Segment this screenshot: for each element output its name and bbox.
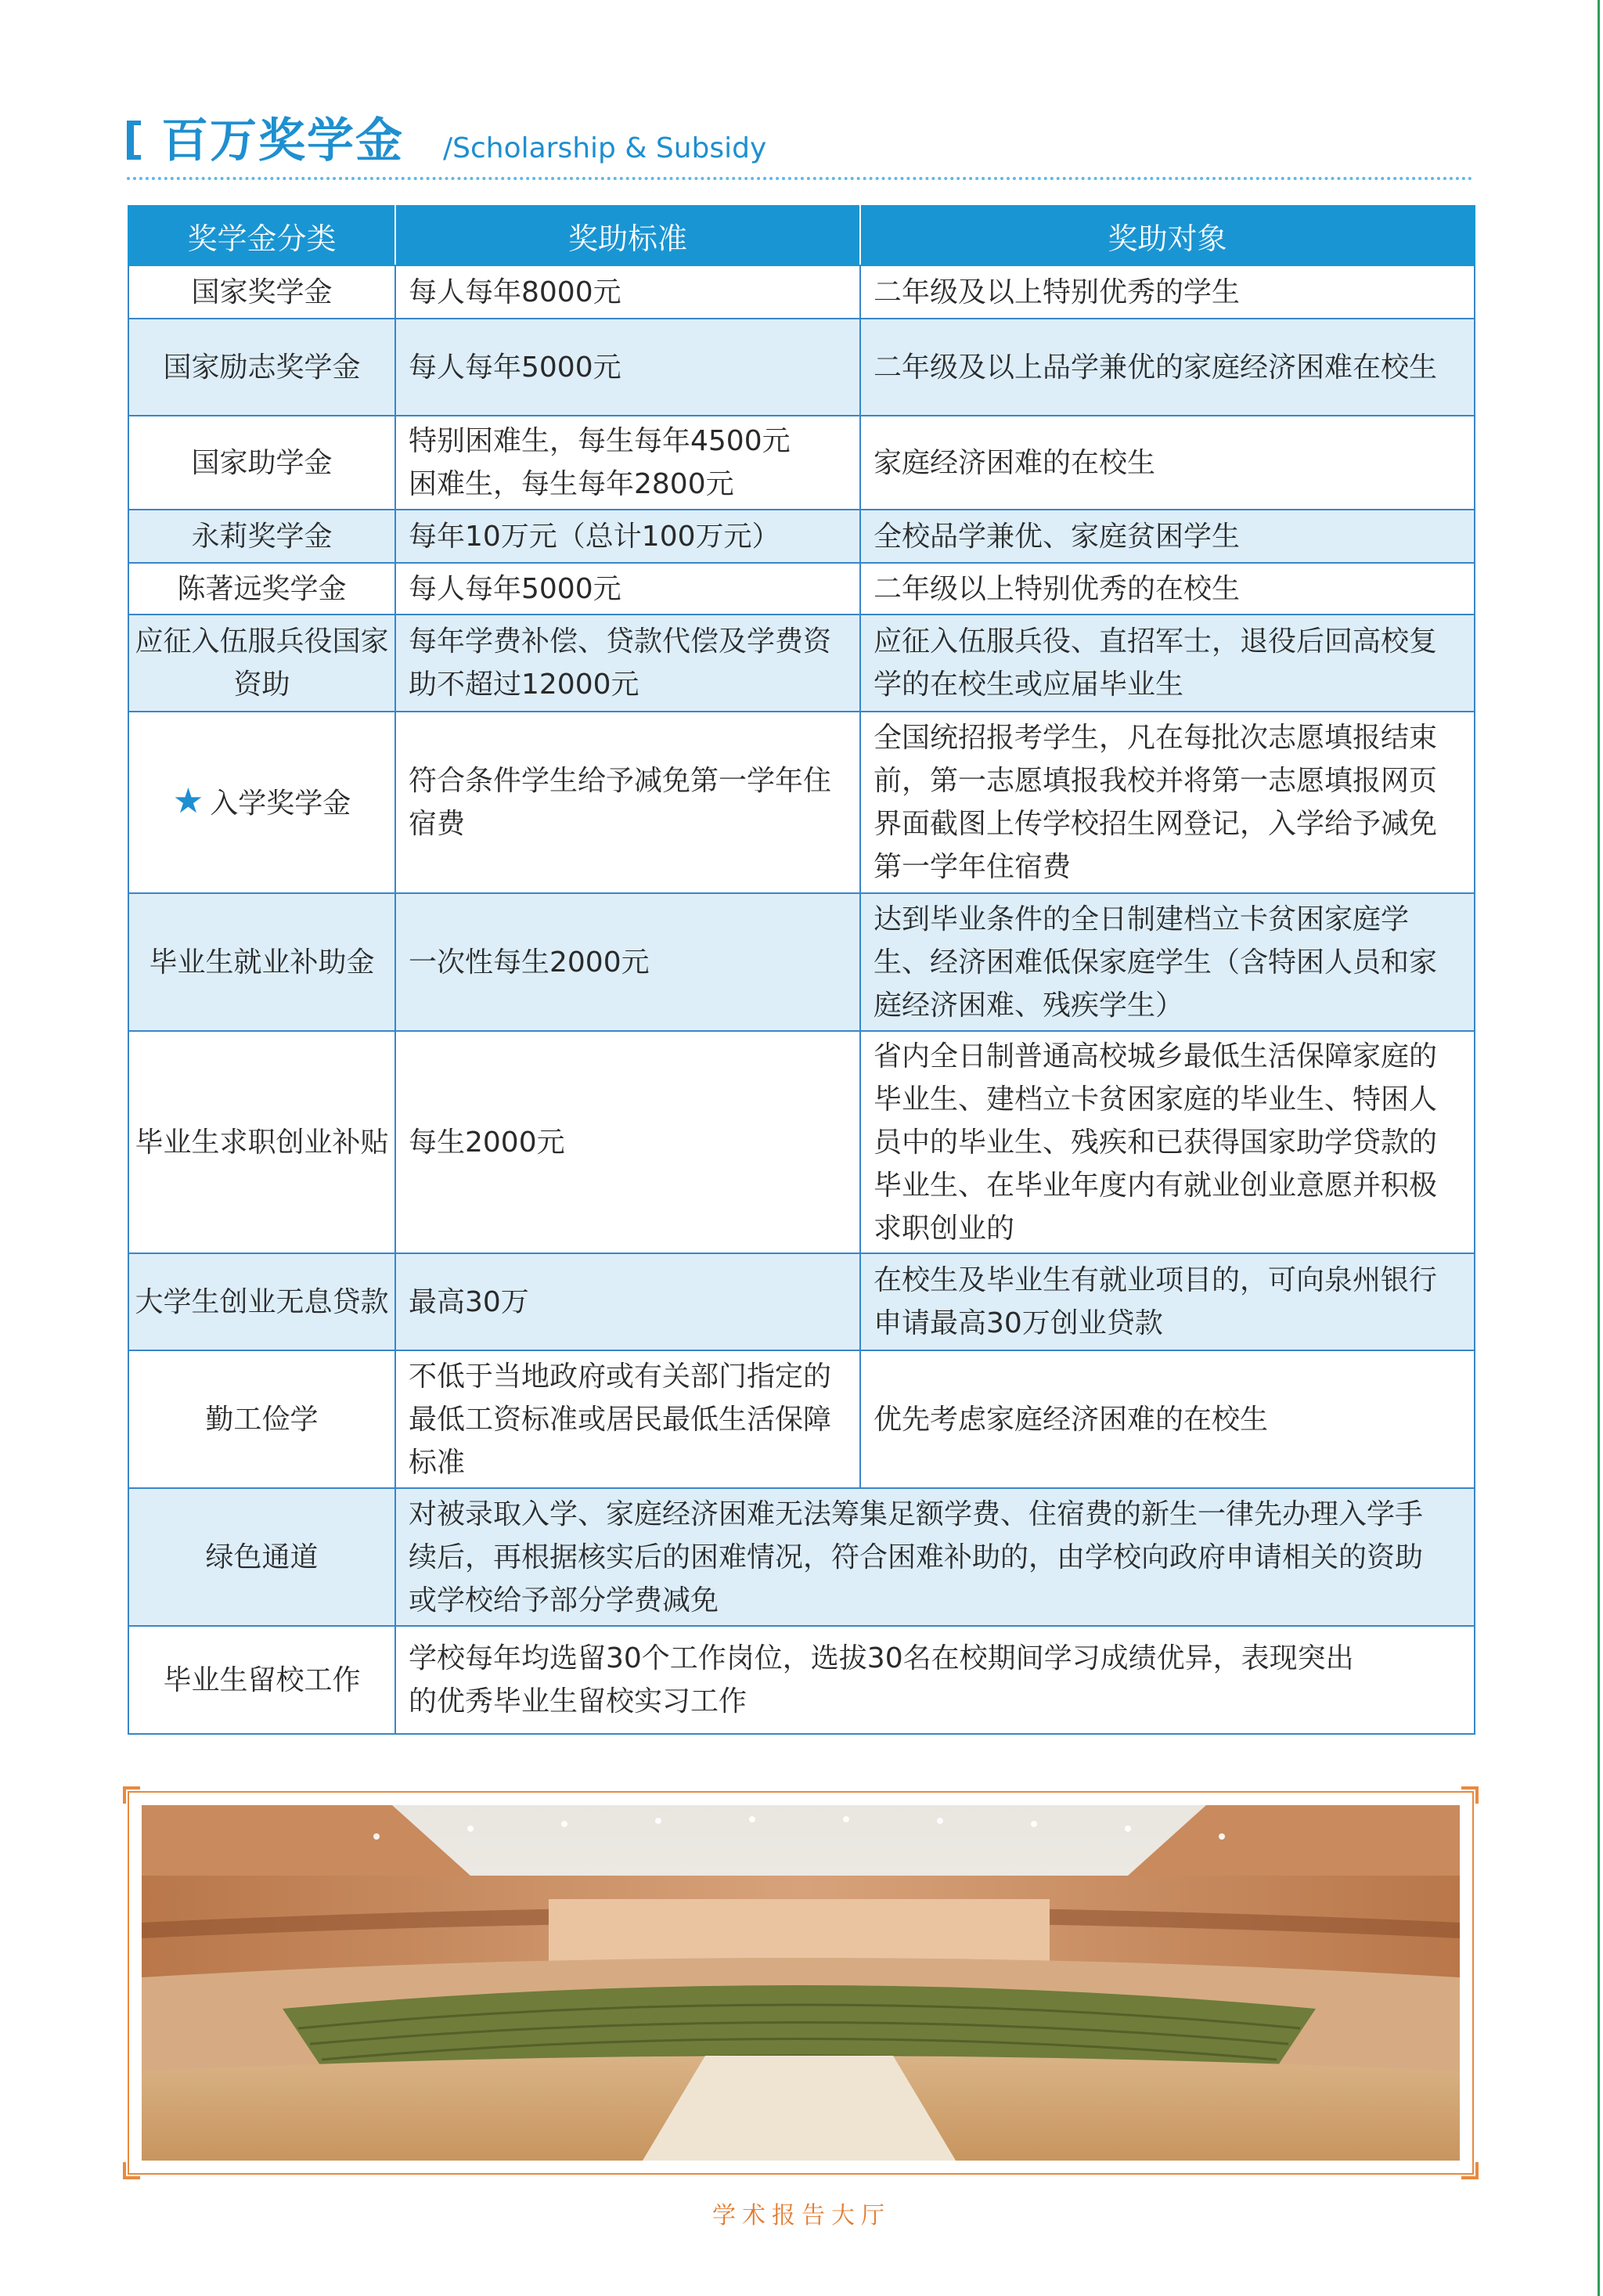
- title-bracket-icon: [127, 121, 141, 160]
- row-category: 国家奖学金: [128, 265, 395, 319]
- dotted-divider: [127, 177, 1473, 180]
- star-icon: ★: [172, 781, 204, 821]
- row-category: 国家励志奖学金: [128, 319, 395, 416]
- row-standard: 不低于当地政府或有关部门指定的最低工资标准或居民最低生活保障标准: [395, 1350, 860, 1488]
- row-merged-description: 对被录取入学、家庭经济困难无法筹集足额学费、住宿费的新生一律先办理入学手续后，再根据核实后的困难情况，符合困难补助的，由学校向政府申请相关的资助或学校给予部分学费减免: [395, 1488, 1475, 1626]
- row-target: 在校生及毕业生有就业项目的，可向泉州银行申请最高30万创业贷款: [860, 1253, 1475, 1350]
- column-header-category: 奖学金分类: [128, 206, 395, 265]
- row-standard: 特别困难生，每生每年4500元 困难生，每生每年2800元: [395, 416, 860, 510]
- frame-corner: [1461, 2162, 1479, 2179]
- table-row: [128, 416, 1475, 510]
- row-category: 大学生创业无息贷款: [128, 1253, 395, 1350]
- lecture-hall-photo: [142, 1805, 1460, 2161]
- row-standard: 每年学费补偿、贷款代偿及学费资助不超过12000元: [395, 615, 860, 712]
- table-row: [128, 563, 1475, 615]
- row-target: 全国统招报考学生，凡在每批次志愿填报结束前，第一志愿填报我校并将第一志愿填报网页界面截图上传学校招生网登记，入学给予减免第一学年住宿费: [860, 712, 1475, 893]
- frame-corner: [1461, 1786, 1479, 1804]
- row-standard: 符合条件学生给予减免第一学年住宿费: [395, 712, 860, 893]
- table-row: [128, 1031, 1475, 1253]
- table-row: [128, 615, 1475, 712]
- row-category: 绿色通道: [128, 1488, 395, 1626]
- page-edge-rule: [1598, 0, 1600, 2296]
- row-target: 家庭经济困难的在校生: [860, 416, 1475, 510]
- row-target: 二年级及以上品学兼优的家庭经济困难在校生: [860, 319, 1475, 416]
- row-target: 达到毕业条件的全日制建档立卡贫困家庭学生、经济困难低保家庭学生（含特困人员和家庭经济困难、残疾学生）: [860, 893, 1475, 1031]
- row-standard: 每人每年8000元: [395, 265, 860, 319]
- table-row: [128, 893, 1475, 1031]
- table-row: [128, 1488, 1475, 1626]
- row-target: 二年级及以上特别优秀的学生: [860, 265, 1475, 319]
- row-category: [128, 712, 395, 893]
- row-standard: 每年10万元（总计100万元）: [395, 510, 860, 563]
- row-category-label: 入学奖学金: [210, 788, 351, 820]
- table-row: [128, 319, 1475, 416]
- row-standard: 每生2000元: [395, 1031, 860, 1253]
- frame-corner: [123, 1786, 140, 1804]
- row-standard: 一次性每生2000元: [395, 893, 860, 1031]
- section-title: 百万奖学金: [161, 114, 404, 168]
- scholarship-table: [128, 205, 1475, 1735]
- row-category: 毕业生求职创业补贴: [128, 1031, 395, 1253]
- row-target: 省内全日制普通高校城乡最低生活保障家庭的毕业生、建档立卡贫困家庭的毕业生、特困人员中的毕业生、残疾和已获得国家助学贷款的毕业生、在毕业年度内有就业创业意愿并积极求职创业的: [860, 1031, 1475, 1253]
- lecture-hall-photo-frame: [128, 1791, 1474, 2175]
- row-category: 应征入伍服兵役国家资助: [128, 615, 395, 712]
- table-row: [128, 1350, 1475, 1488]
- row-target: 应征入伍服兵役、直招军士，退役后回高校复学的在校生或应届毕业生: [860, 615, 1475, 712]
- row-standard: 每人每年5000元: [395, 563, 860, 615]
- photo-caption: 学术报告大厅: [712, 2202, 891, 2229]
- row-category: 勤工俭学: [128, 1350, 395, 1488]
- table-row: [128, 265, 1475, 319]
- column-header-standard: 奖助标准: [395, 206, 860, 265]
- row-target: 二年级以上特别优秀的在校生: [860, 563, 1475, 615]
- row-standard: 每人每年5000元: [395, 319, 860, 416]
- table-header-row: [128, 206, 1475, 265]
- table-row: [128, 510, 1475, 563]
- row-target: 全校品学兼优、家庭贫困学生: [860, 510, 1475, 563]
- column-header-target: 奖助对象: [860, 206, 1475, 265]
- table-row: [128, 712, 1475, 893]
- row-merged-description: 学校每年均选留30个工作岗位，选拔30名在校期间学习成绩优异，表现突出的优秀毕业生留校实习工作: [395, 1626, 1475, 1734]
- row-category: 永莉奖学金: [128, 510, 395, 563]
- row-category: 毕业生就业补助金: [128, 893, 395, 1031]
- row-target: 优先考虑家庭经济困难的在校生: [860, 1350, 1475, 1488]
- section-header: [127, 110, 1473, 172]
- table-row: [128, 1626, 1475, 1734]
- row-category: 陈著远奖学金: [128, 563, 395, 615]
- row-category: 国家助学金: [128, 416, 395, 510]
- row-category: 毕业生留校工作: [128, 1626, 395, 1734]
- frame-corner: [123, 2162, 140, 2179]
- table-row: [128, 1253, 1475, 1350]
- section-subtitle: /Scholarship & Subsidy: [443, 132, 767, 164]
- row-standard: 最高30万: [395, 1253, 860, 1350]
